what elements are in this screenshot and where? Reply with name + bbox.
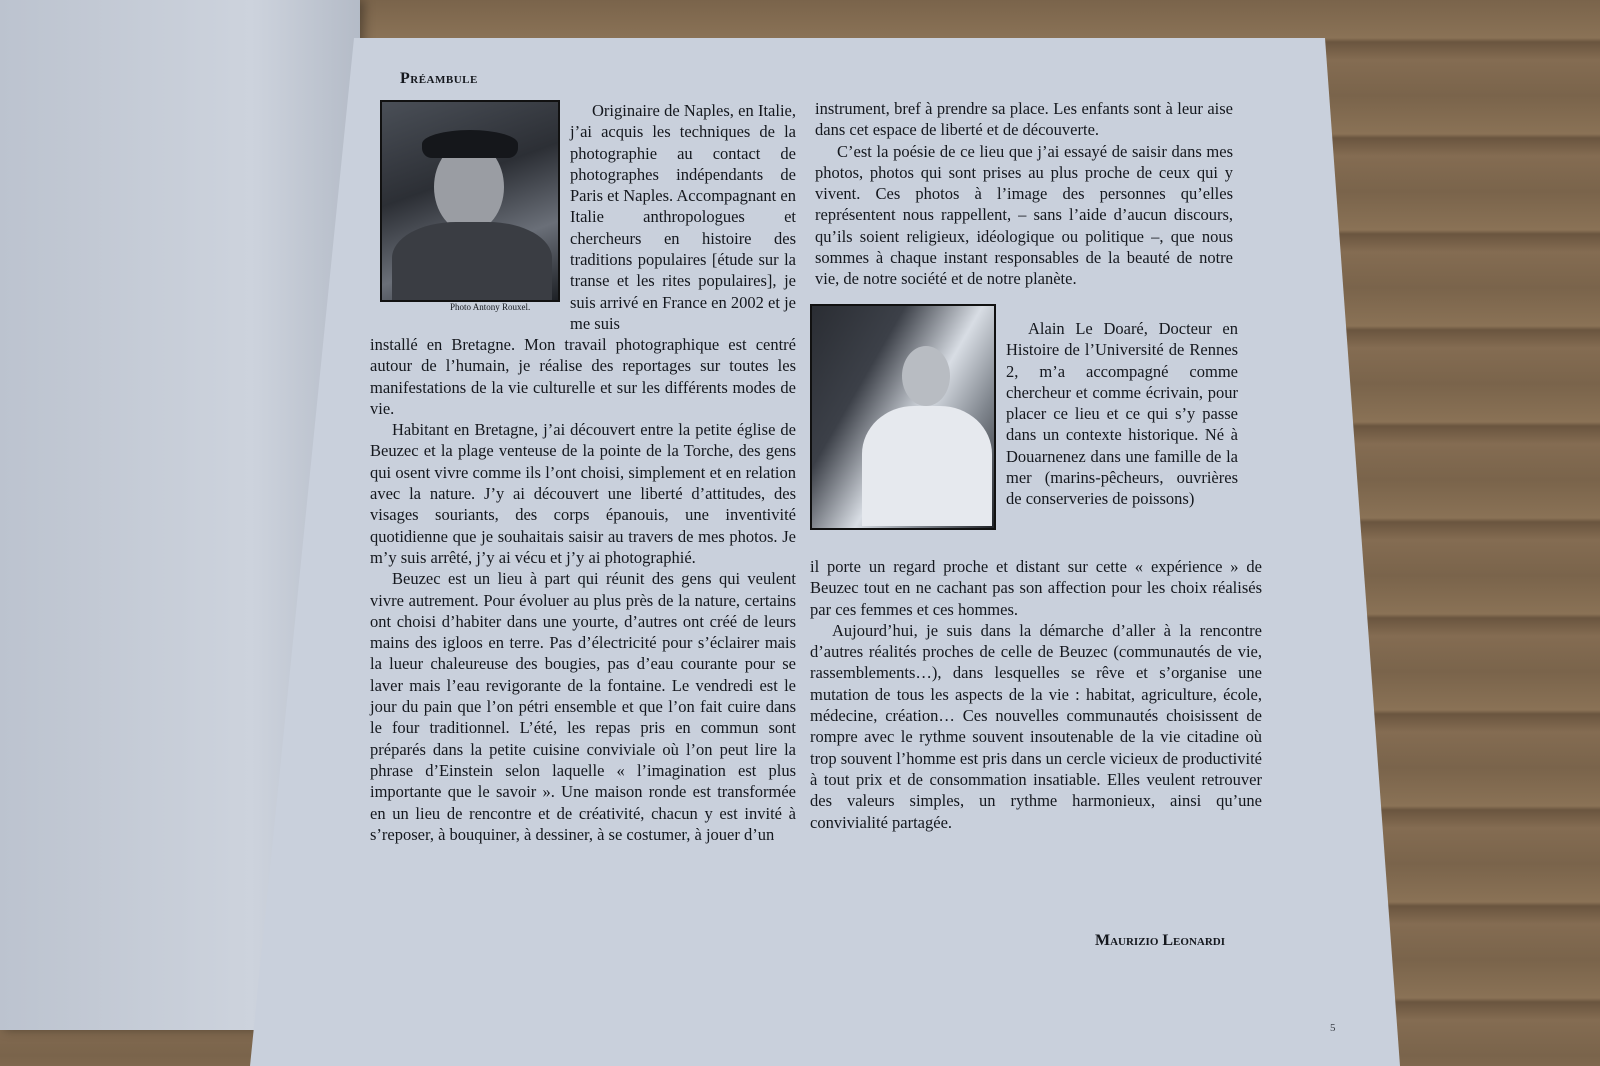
paragraph: il porte un regard proche et distant sur cette « expérience » de Beuzec tout en ne cachant pas son affection pour les choix réalisés par ces femmes et ces hommes. [810,557,1262,619]
paragraph: Originaire de Naples, en Italie, j’ai acquis les techniques de la photographie au contact de photographes indépendants de Paris et Naples. Accompagnant en Italie anthropologues et chercheurs en histoire des traditions populaires [étude sur la transe et les rites populaires], je suis arrivé en France en 2002 et je me suis [570,101,796,333]
column2-top [815,98,1233,290]
paragraph: installé en Bretagne. Mon travail photographique est centré autour de l’humain, je réalise des reportages sur toutes les manifestations de la vie culturelle et sur les différents modes de vie. [370,335,796,418]
paragraph: Habitant en Bretagne, j’ai découvert entre la petite église de Beuzec et la plage venteuse de la pointe de la Torche, des gens qui osent vivre comme ils l’ont choisi, simplement et en relation avec la nature. J’y ai découvert une liberté d’attitudes, des visages souriants, des corps épanouis, une inventivité quotidienne que je souhaitais saisir au travers de mes photos. Je m’y suis arrêté, j’y ai vécu et j’y ai photographié. [370,420,796,567]
author-signature: Maurizio Leonardi [1095,932,1226,949]
column1-body [370,334,796,845]
author-portrait-photo [380,100,560,302]
column2-bottom [810,556,1262,833]
column1-intro [570,100,796,334]
photo-credit: Photo Antony Rouxel. [450,302,531,312]
section-heading: Préambule [400,70,478,87]
paragraph: Aujourd’hui, je suis dans la démarche d’aller à la rencontre d’autres réalités proches de celle de Beuzec (communautés de vie, rassemblements…), dans lesquelles se rêve et s’organise une mutation de tous les aspects de la vie : habitat, agriculture, école, médecine, création… Ces nouvelles communautés choisissent de rompre avec le rythme souvent insoutenable de la vie citadine où trop souvent l’homme est pris dans un cercle vicieux de productivité à tout prix et de consommation insatiable. Elles veulent retrouver des valeurs simples, un rythme harmonieux, ainsi qu’une convivialité partagée. [810,620,1262,832]
page-number: 5 [1330,1022,1336,1034]
column2-side [1006,318,1238,510]
paragraph: Alain Le Doaré, Docteur en Histoire de l’Université de Rennes 2, m’a accompagné comme chercheur et comme écrivain, pour placer ce lieu et ce qui s’y passe dans un contexte historique. Né à Douarnenez dans une famille de la mer (marins-pêcheurs, ouvrières de conserveries de poissons) [1006,319,1238,509]
paragraph: Beuzec est un lieu à part qui réunit des gens qui veulent vivre autrement. Pour évoluer au plus près de la nature, certains ont choisi d’habiter dans une yourte, d’autres ont créé de leurs mains des igloos en terre. Pas d’électricité pour s’éclairer mais la lueur chaleureuse des bougies, pas d’eau courante pour se laver mais l’eau revigorante de la fontaine. Le vendredi est le jour du pain que l’on pétri ensemble et que l’on fait cuire dans le four traditionnel. L’été, les repas pris en commun sont préparés dans la petite cuisine conviviale où l’on peut lire la phrase d’Einstein selon laquelle « l’imagination est plus importante que le savoir ». Une maison ronde est transformée en un lieu de rencontre et de créativité, chacun y est invité à s’reposer, à bouquiner, à dessiner, à se costumer, à jouer d’un [370,569,796,844]
paragraph: C’est la poésie de ce lieu que j’ai essayé de saisir dans mes photos, photos qui sont prises au plus proche de ceux qui y vivent. Ces photos à l’image des personnes qu’elles représentent nous rappellent, – sans l’aide d’aucun discours, qu’ils soient religieux, idéologique ou politique –, que nous sommes à chaque instant responsables de la beauté de notre vie, de notre société et de notre planète. [815,141,1233,289]
paragraph: instrument, bref à prendre sa place. Les enfants sont à leur aise dans cet espace de liberté et de découverte. [815,99,1233,140]
historian-photo [810,304,996,530]
page-content [360,60,1290,990]
